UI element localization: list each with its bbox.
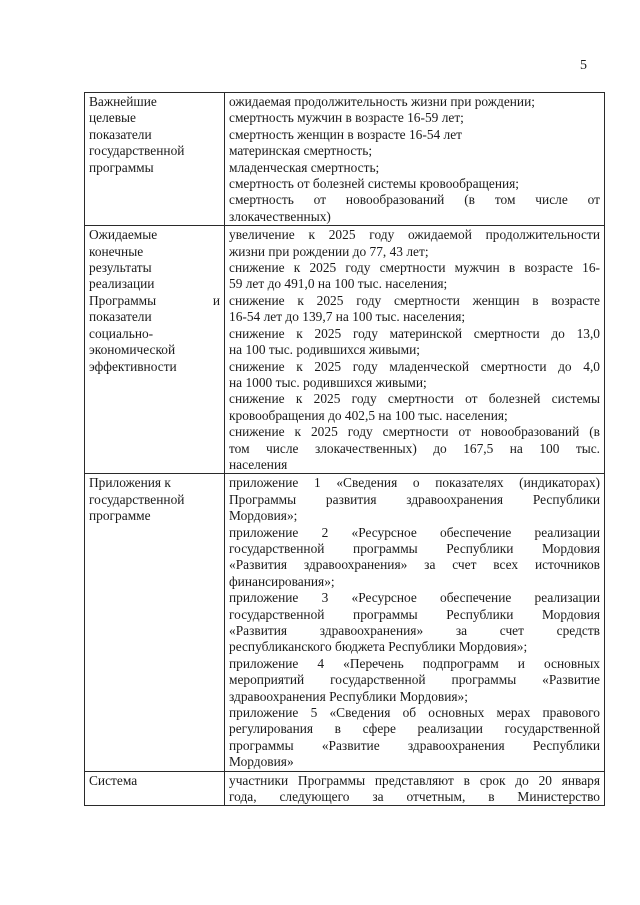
row-label-line: экономической xyxy=(89,342,176,358)
row-content-line: государственной программы Республики Мордовия xyxy=(229,606,600,622)
row-content-line: государственной программы Республики Мордовия xyxy=(229,540,600,556)
row-content-line: жизни при рождении до 77, 43 лет; xyxy=(229,243,429,259)
table-row xyxy=(85,93,605,226)
row-content-line: материнская смертность; xyxy=(229,143,373,159)
row-content-line: года, следующего за отчетным, в Министерство xyxy=(229,789,600,805)
table-row xyxy=(85,771,605,806)
row-content-line: финансирования»; xyxy=(229,573,335,589)
row-label-cell xyxy=(85,93,225,226)
row-label-line: Ожидаемые xyxy=(89,227,158,243)
row-content-line: приложение 2 «Ресурсное обеспечение реализации xyxy=(229,524,600,540)
passport-table-body xyxy=(85,93,605,806)
row-label-line: показатели xyxy=(89,126,152,142)
row-content-line: кровообращения до 402,5 на 100 тыс. населения; xyxy=(229,407,508,423)
row-content-line: регулирования в сфере реализации государственной xyxy=(229,721,600,737)
row-label-line: социально- xyxy=(89,325,154,341)
row-content-line: снижение к 2025 году младенческой смертности до 4,0 xyxy=(229,358,600,374)
row-content-line: смертность от болезней системы кровообращения; xyxy=(229,176,520,192)
page-number: 5 xyxy=(580,58,587,73)
row-label-cell xyxy=(85,226,225,474)
row-content-line: на 100 тыс. родившихся живыми; xyxy=(229,342,421,358)
row-content-line: Мордовия» xyxy=(229,754,294,770)
row-content-line: снижение к 2025 году материнской смертности до 13,0 xyxy=(229,325,600,341)
row-label-cell xyxy=(85,474,225,771)
row-content-line: участники Программы представляют в срок до 20 января xyxy=(229,772,600,788)
row-content-line: том числе злокачественных) до 167,5 на 100 тыс. xyxy=(229,440,600,456)
row-label-line: Система xyxy=(89,772,138,788)
row-content-line: здравоохранения Республики Мордовия»; xyxy=(229,688,468,704)
row-label-cell xyxy=(85,771,225,806)
row-content-line: младенческая смертность; xyxy=(229,159,380,175)
row-content-line: «Развития здравоохранения» за счет средств xyxy=(229,623,600,638)
row-content-line: Программы развития здравоохранения Республики xyxy=(229,491,600,507)
row-content-line: приложение 4 «Перечень подпрограмм и основных xyxy=(229,655,600,671)
row-label-line: программы xyxy=(89,159,154,175)
row-content-line: смертность от новообразований (в том числе от xyxy=(229,192,600,208)
row-content-line: «Развития здравоохранения» за счет всех источников xyxy=(229,557,600,573)
row-label-line: показатели xyxy=(89,309,152,325)
row-label-line: Приложения к xyxy=(89,475,171,491)
row-content-line: населения xyxy=(229,456,288,472)
passport-table xyxy=(84,92,605,806)
row-content-line: программы «Развитие здравоохранения Республики xyxy=(229,737,600,753)
row-content-line: снижение к 2025 году смертности от болезней системы xyxy=(229,391,600,407)
row-label-line: реализации xyxy=(89,276,155,292)
row-label-line: государственной xyxy=(89,143,185,159)
row-label-line: государственной xyxy=(89,491,185,507)
row-content-cell xyxy=(225,474,605,771)
row-label-line: результаты xyxy=(89,260,152,276)
row-content-line: республиканского бюджета Республики Мордовия»; xyxy=(229,639,528,655)
row-label-line: эффективности xyxy=(89,358,177,374)
row-label-line: Важнейшие xyxy=(89,94,157,109)
row-content-line: снижение к 2025 году смертности от новообразований (в xyxy=(229,424,600,440)
row-content-line: на 1000 тыс. родившихся живыми; xyxy=(229,374,427,390)
row-content-line: злокачественных) xyxy=(229,208,331,224)
row-label-line: Программы и xyxy=(89,292,220,308)
row-content-line: приложение 5 «Сведения об основных мерах правового xyxy=(229,705,600,721)
table-row xyxy=(85,226,605,474)
row-label-line: программе xyxy=(89,508,151,524)
row-content-line: ожидаемая продолжительность жизни при рождении; xyxy=(229,94,535,109)
row-content-line: 16-54 лет до 139,7 на 100 тыс. населения; xyxy=(229,309,466,325)
row-content-line: смертность женщин в возрасте 16-54 лет xyxy=(229,126,463,142)
row-content-line: снижение к 2025 году смертности мужчин в возрасте 16- xyxy=(229,260,600,276)
row-content-cell xyxy=(225,771,605,806)
table-row xyxy=(85,474,605,771)
row-content-line: мероприятий государственной программы «Развитие xyxy=(229,672,600,688)
row-content-line: снижение к 2025 году смертности женщин в возрасте xyxy=(229,292,600,308)
row-content-line: смертность мужчин в возрасте 16-59 лет; xyxy=(229,110,464,126)
row-content-line: приложение 1 «Сведения о показателях (индикаторах) xyxy=(229,475,600,491)
row-content-line: 59 лет до 491,0 на 100 тыс. населения; xyxy=(229,276,448,292)
row-content-cell xyxy=(225,226,605,474)
row-label-line: целевые xyxy=(89,110,136,126)
row-content-cell xyxy=(225,93,605,226)
row-content-line: приложение 3 «Ресурсное обеспечение реализации xyxy=(229,590,600,606)
row-label-line: конечные xyxy=(89,243,144,259)
row-content-line: увеличение к 2025 году ожидаемой продолжительности xyxy=(229,227,600,243)
row-content-line: Мордовия»; xyxy=(229,508,298,524)
